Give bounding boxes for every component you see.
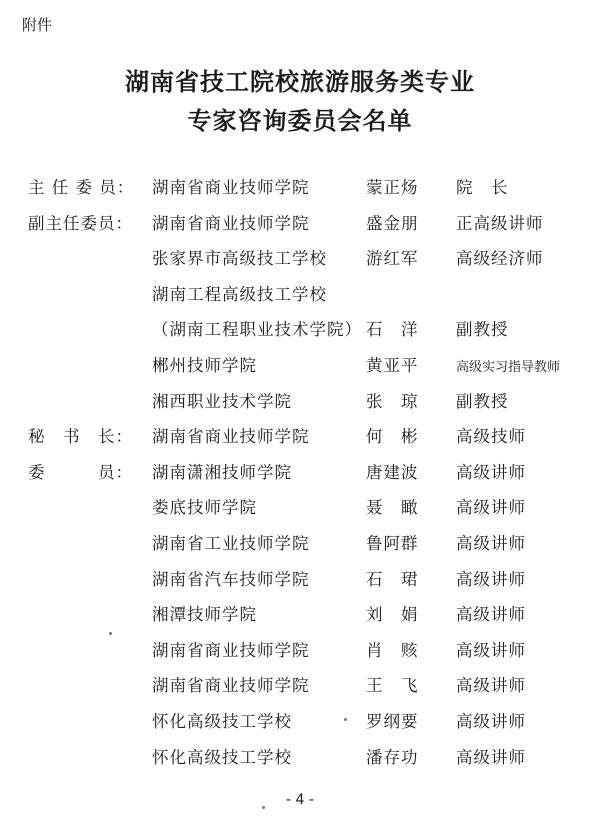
member-unit: 湖南省汽车技师学院 bbox=[152, 569, 310, 589]
member-name: 罗纲要 bbox=[366, 711, 419, 731]
member-title: 副教授 bbox=[456, 391, 509, 411]
member-title: 高级讲师 bbox=[456, 533, 526, 553]
member-role: 副主任委员： bbox=[28, 213, 133, 233]
member-title: 副教授 bbox=[456, 320, 509, 340]
member-title: 高级讲师 bbox=[456, 462, 526, 482]
member-title: 高级讲师 bbox=[456, 711, 526, 731]
member-title: 高级讲师 bbox=[456, 676, 526, 696]
member-name: 肖 赅 bbox=[366, 640, 419, 660]
member-name: 唐建波 bbox=[366, 462, 419, 482]
member-row bbox=[0, 704, 600, 740]
member-title: 高级讲师 bbox=[456, 747, 526, 767]
member-unit: 湘潭技师学院 bbox=[152, 605, 257, 625]
member-unit: 张家界市高级技工学校 bbox=[152, 249, 327, 269]
page-number: - 4 - bbox=[286, 792, 314, 808]
member-title: 高级讲师 bbox=[456, 640, 526, 660]
member-unit: 湖南省商业技师学院 bbox=[152, 427, 310, 447]
document-title-line2: 专家咨询委员会名单 bbox=[187, 107, 413, 135]
member-title: 高级经济师 bbox=[456, 249, 544, 269]
member-name: 聂 瞰 bbox=[366, 498, 419, 518]
member-role: 秘 书 长： bbox=[28, 427, 133, 447]
member-row bbox=[0, 312, 600, 348]
scan-speck bbox=[109, 632, 112, 635]
member-row bbox=[0, 633, 600, 669]
member-name: 游红军 bbox=[366, 249, 419, 269]
member-unit: 湘西职业技术学院 bbox=[152, 391, 292, 411]
member-name: 王 飞 bbox=[366, 676, 419, 696]
member-title: 正高级讲师 bbox=[456, 213, 544, 233]
member-unit: 怀化高级技工学校 bbox=[152, 747, 292, 767]
member-unit: 湖南工程高级技工学校 bbox=[152, 284, 327, 304]
member-unit: 郴州技师学院 bbox=[152, 355, 257, 375]
member-title: 院 长 bbox=[456, 178, 509, 197]
member-title: 高级讲师 bbox=[456, 569, 526, 589]
member-row bbox=[0, 562, 600, 598]
attachment-label: 附件 bbox=[22, 16, 53, 34]
member-row bbox=[0, 348, 600, 384]
member-name: 潘存功 bbox=[366, 747, 419, 767]
member-row bbox=[0, 490, 600, 526]
member-unit: 湖南省商业技师学院 bbox=[152, 640, 310, 660]
member-row bbox=[0, 526, 600, 562]
member-title: 高级讲师 bbox=[456, 605, 526, 625]
member-unit: 湖南省工业技师学院 bbox=[152, 533, 310, 553]
member-name: 盛金朋 bbox=[366, 213, 419, 233]
member-row bbox=[0, 419, 600, 455]
member-unit: 湖南省商业技师学院 bbox=[152, 213, 310, 233]
member-title: 高级实习指导教师 bbox=[456, 359, 561, 375]
member-unit: 怀化高级技工学校 bbox=[152, 711, 292, 731]
member-name: 刘 娟 bbox=[366, 605, 419, 625]
member-unit: 湖南潇湘技师学院 bbox=[152, 462, 292, 482]
member-unit: 湖南省商业技师学院 bbox=[152, 676, 310, 696]
member-title: 高级讲师 bbox=[456, 498, 526, 518]
member-role: 委 员： bbox=[28, 462, 133, 482]
scan-speck bbox=[344, 718, 347, 721]
member-row bbox=[0, 206, 600, 242]
member-name: 石 珺 bbox=[366, 569, 419, 589]
member-list bbox=[0, 170, 600, 775]
member-unit: 娄底技师学院 bbox=[152, 498, 257, 518]
scan-speck bbox=[262, 806, 265, 809]
member-unit: 湖南省商业技师学院 bbox=[152, 178, 310, 197]
member-name: 蒙正炀 bbox=[366, 178, 419, 197]
member-row bbox=[0, 597, 600, 633]
member-row bbox=[0, 170, 600, 206]
member-name: 石 洋 bbox=[366, 320, 419, 340]
member-row bbox=[0, 668, 600, 704]
member-row bbox=[0, 740, 600, 776]
member-unit: （湖南工程职业技术学院） bbox=[152, 320, 362, 340]
member-row bbox=[0, 277, 600, 313]
member-title: 高级技师 bbox=[456, 427, 526, 447]
member-name: 何 彬 bbox=[366, 427, 419, 447]
document-title-line1: 湖南省技工院校旅游服务类专业 bbox=[125, 68, 475, 96]
member-name: 黄亚平 bbox=[366, 355, 419, 375]
member-row bbox=[0, 384, 600, 420]
member-name: 鲁阿群 bbox=[366, 533, 419, 553]
member-role: 主 任 委 员： bbox=[28, 178, 135, 197]
member-row bbox=[0, 455, 600, 491]
member-row bbox=[0, 241, 600, 277]
member-name: 张 琼 bbox=[366, 391, 419, 411]
